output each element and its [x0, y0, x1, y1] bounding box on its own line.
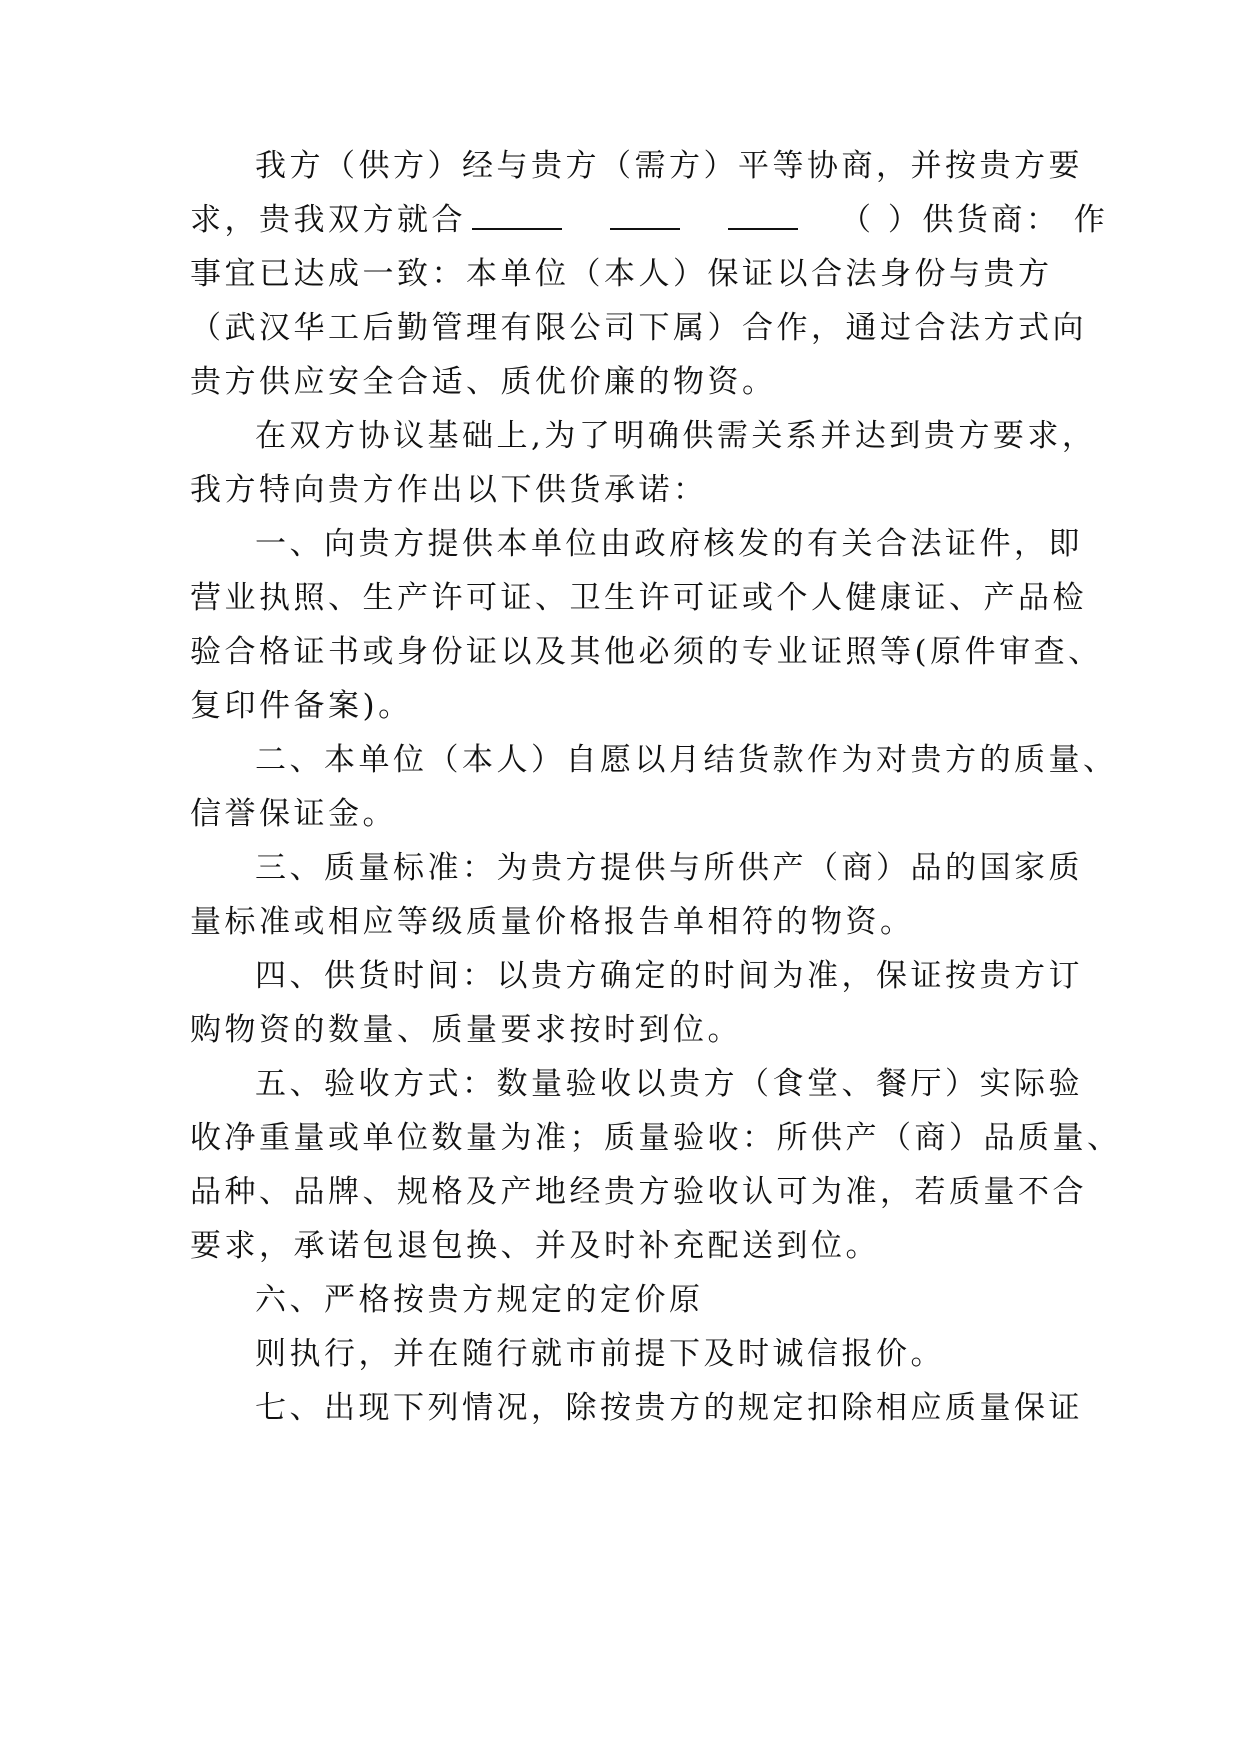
paragraph-line: 五、验收方式：数量验收以贵方（食堂、餐厅）实际验	[255, 1066, 1083, 1102]
paragraph-line: 营业执照、生产许可证、卫生许可证或个人健康证、产品检	[190, 580, 1087, 616]
paragraph-line: 量标准或相应等级质量价格报告单相符的物资。	[190, 904, 915, 940]
paragraph-line: 事宜已达成一致：本单位（本人）保证以合法身份与贵方	[190, 256, 1053, 292]
paragraph-line: 则执行，并在随行就市前提下及时诚信报价。	[255, 1336, 945, 1372]
paragraph-line: 我方特向贵方作出以下供货承诺：	[190, 472, 708, 508]
paragraph-line	[190, 198, 1109, 242]
fill-in-blank	[610, 200, 680, 230]
paragraph-line: 三、质量标准：为贵方提供与所供产（商）品的国家质	[255, 850, 1083, 886]
paragraph-line: 验合格证书或身份证以及其他必须的专业证照等(原件审查、	[190, 634, 1103, 670]
paragraph-line: 我方（供方）经与贵方（需方）平等协商，并按贵方要	[255, 148, 1083, 184]
paragraph-line: 在双方协议基础上,为了明确供需关系并达到贵方要求，	[255, 418, 1097, 454]
paragraph-line: 购物资的数量、质量要求按时到位。	[190, 1012, 742, 1048]
paragraph-line: 信誉保证金。	[190, 796, 397, 832]
paragraph-line: 收净重量或单位数量为准；质量验收：所供产（商）品质量、	[190, 1120, 1122, 1156]
paragraph-line: 二、本单位（本人）自愿以月结货款作为对贵方的质量、	[255, 742, 1118, 778]
fill-in-blank	[728, 200, 798, 230]
paragraph-line: 一、向贵方提供本单位由政府核发的有关合法证件，即	[255, 526, 1083, 562]
paragraph-line: 六、严格按贵方规定的定价原	[255, 1282, 704, 1318]
paragraph-line: 复印件备案)。	[190, 688, 413, 724]
fill-in-blank	[472, 200, 562, 230]
paragraph-line: 四、供货时间：以贵方确定的时间为准，保证按贵方订	[255, 958, 1083, 994]
paragraph-line: 要求，承诺包退包换、并及时补充配送到位。	[190, 1228, 880, 1264]
paragraph-line: 品种、品牌、规格及产地经贵方验收认可为准，若质量不合	[190, 1174, 1087, 1210]
line-text: （ ）供货商： 作	[840, 202, 1109, 238]
line-text: 求，贵我双方就合	[190, 202, 466, 238]
paragraph-line: 七、出现下列情况，除按贵方的规定扣除相应质量保证	[255, 1390, 1083, 1426]
paragraph-line: 贵方供应安全合适、质优价廉的物资。	[190, 364, 777, 400]
paragraph-line: （武汉华工后勤管理有限公司下属）合作，通过合法方式向	[190, 310, 1087, 346]
